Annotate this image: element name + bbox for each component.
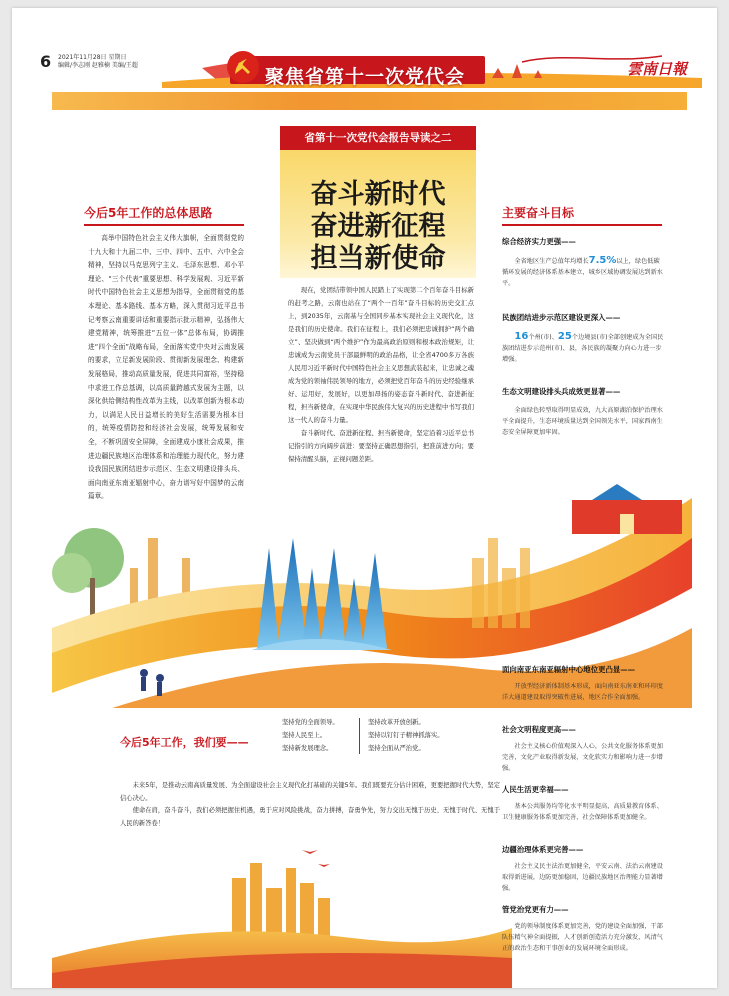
commitment-item: 坚持党的全面领导。 [282,719,339,726]
goal-text-pre: 全省地区生产总值年均增长 [514,258,589,265]
commitment-item: 坚持改革开放创新。 [368,719,425,726]
left-paragraph: 高举中国特色社会主义伟大旗帜，全面贯彻党的十九大和十九届二中、三中、四中、五中、六中全会精神，坚持以马克思列宁主义、毛泽东思想、邓小平理论、“三个代表”重要思想、科学发展观、习近平新时代中国特色社会主义思想为指导，全面贯彻党的基本理论、基本路线、基本方略，深入贯彻习近平总书记考察云南重要讲话和重要指示批示精神，弘扬伟大建党精神，统筹推进“五位一体”总体布局，协调推进“四个全面”战略布局，全面落实党中央对云南发展的要求，立足新发展阶段、贯彻新发展理念、构建新发展格局，推动高质量发展，促进共同富裕，坚持稳中求进工作总基调，以高质量跨越式发展为主题，以深化供给侧结构性改革为主线，以改革创新为根本动力，以满足人民日益增长的美好生活需要为根本目的，统筹疫情防控和经济社会发展，统筹发展和安全，不断巩固安全屏障，全面建成小康社会成果，推进边疆民族地区治理体系和治理能力现代化，努力建设我国民族团结进步示范区、生态文明建设排头兵、面向南亚东南亚辐射中心，奋力谱写好中国梦的云南篇章。 [88,234,244,501]
commitment-list-1 [282,716,339,755]
we-must-paragraph: 未来5年，是推动云南高质量发展、为全面建设社会主义现代化打基础的关键5年。我们既要充分估计困难，更要把握时代大势，坚定信心决心。 [120,782,500,802]
skyline-illustration [52,838,512,988]
goal-text: 社会主义核心价值观深入人心，公共文化服务体系更加完善，文化产业取得新发展，文化软实力和影响力进一步增强。 [502,743,663,772]
commitment-list-2 [368,716,444,755]
goal-text: 社会主义民主法治更加健全，平安云南、法治云南建设取得新进展，边防更加稳固，边疆民族地区治理能力显著增强。 [502,863,663,892]
goal-title: 社会文明程度更高—— [502,725,576,734]
goal-item [502,724,664,774]
page-date: 2021年11月28日 星期日 [58,54,127,61]
goal-title: 管党治党更有力—— [502,905,569,914]
goal-prefecture-count: 16 [514,331,529,342]
goal-growth-value: 7.5% [588,255,617,266]
newspaper-logo: 雲南日報 [627,60,688,78]
feature-title-line-1: 奋斗新时代 [310,179,446,210]
goal-title: 民族团结进步示范区建设更深入—— [502,313,621,322]
goal-title: 生态文明建设排头兵成效更显著—— [502,387,621,396]
goal-text: 基本公共服务均等化水平明显提高，高质量教育体系、卫生健康服务体系更加完善，社会保障体系更加健全。 [502,803,663,821]
goal-title: 边疆治理体系更完善—— [502,845,584,854]
goal-border-county-count: 25 [557,331,572,342]
header-strip [52,92,687,110]
we-must-paragraph: 使命在肩，奋斗奋斗，我们必须把握住机遇，勇于应对风险挑战，奋力拼搏，奋勇争先，努力交出无愧于历史、无愧于时代、无愧于人民的新答卷！ [120,807,500,827]
goal-title: 面向南亚东南亚辐射中心地位更凸显—— [502,665,636,674]
intro-paragraph: 奋斗新时代、奋进新征程、担当新使命，坚定沿着习近平总书记指引的方向阔步前进：要坚持正确思想指引，把准前进方向；要保持清醒头脑，正视问题差距。 [288,429,474,463]
intro-paragraph: 现在，党团结带领中国人民踏上了实现第二个百年奋斗目标新的赶考之路，云南也站在了“两个一百年”奋斗目标的历史交汇点上，到2035年，云南基与全国同步基本实现社会主义现代化，这是我们的历史使命。我们在征程上，我们必须把忠诚拥护“两个确立”、坚决做到“两个维护”作为最高政治原则和根本政治规矩，让忠诚成为云南党员干部最鲜明的政治品格，让全省4700多万各族人民用习近平新时代中国特色社会主义思想武装起来，让忠诚之魂成为党的领袖伟民领导的地方，必须把党百年奋斗的历史经验继承好、运用好，发展好，以更加昂扬的姿态奋斗新时代、奋进新征程，担当新使命，在实现中华民族伟大复兴的历史进程中书写我们这一代人的奋斗力量。 [288,286,474,424]
party-emblem-icon [226,50,260,84]
page-editors: 编辑/李志刚 赵雅楠 美编/王超 [58,62,138,69]
goals-heading-rule [502,224,662,226]
goal-title: 综合经济实力更强—— [502,237,576,246]
goal-text: 开放型经济新体制基本形成，面向南亚东南亚和环印度洋大通道建设取得突破性进展，地区合作全面加强。 [502,683,663,701]
section-title: 聚焦省第十一次党代会 [265,66,466,88]
left-section-heading: 今后5年工作的总体思路 [84,206,213,220]
commitment-item: 坚持人民至上。 [282,732,327,739]
goal-text-mid: 个州(市)、 [528,334,558,341]
commitment-item: 坚持以钉钉子精神抓落实。 [368,732,444,739]
we-must-text [120,780,500,830]
goal-item [502,784,664,823]
goal-text: 全面绿色转型取得明显成效，九大高原湖泊保护治理水平全面提升，生态环境质量达到全国领先水平，国家西南生态安全屏障更加牢固。 [502,407,663,436]
newspaper-page [12,8,717,988]
feature-subtitle: 省第十一次党代会报告导读之二 [280,126,476,150]
commitment-item: 坚持新发展理念。 [282,745,333,752]
commitment-item: 坚持全面从严治党。 [368,745,425,752]
runners-icon [140,669,164,696]
city-gate-icon [572,484,682,534]
tree-icon [52,528,124,618]
feature-title-line-2: 奋进新征程 [310,211,446,242]
goal-text [502,331,664,365]
we-must-heading: 今后5年工作，我们要—— [120,736,249,749]
goal-item [502,236,664,289]
commitment-divider [359,718,360,754]
goal-title: 人民生活更幸福—— [502,785,569,794]
page-meta [58,54,153,70]
goal-item [502,386,664,438]
goal-text-post: 以上，绿色低碳循环发展的经济体系基本建立，城乡区域协调发展达到新水平。 [502,258,663,287]
goal-item [502,904,664,954]
goal-item [502,312,664,365]
goals-heading: 主要奋斗目标 [502,206,575,220]
feature-title-line-3: 担当新使命 [310,243,446,274]
goal-text [502,255,664,289]
goal-text: 党的领导制度体系更加完善，党的建设全面加强，干部队伍精气神全面提振，人才创新创造活力充分激发，风清气正的政治生态和干事创业的发展环境全面形成。 [502,923,663,952]
bird-icon [302,850,330,867]
goal-item [502,664,664,703]
left-heading-rule [84,224,244,226]
goal-text-post: 个边境县(市)全部创建成为全国民族团结进步示范州(市)、县，各民族的凝聚力向心力进一步增强。 [502,334,664,363]
goal-item [502,844,664,894]
feature-intro [288,284,474,466]
page-number: 6 [40,52,52,71]
